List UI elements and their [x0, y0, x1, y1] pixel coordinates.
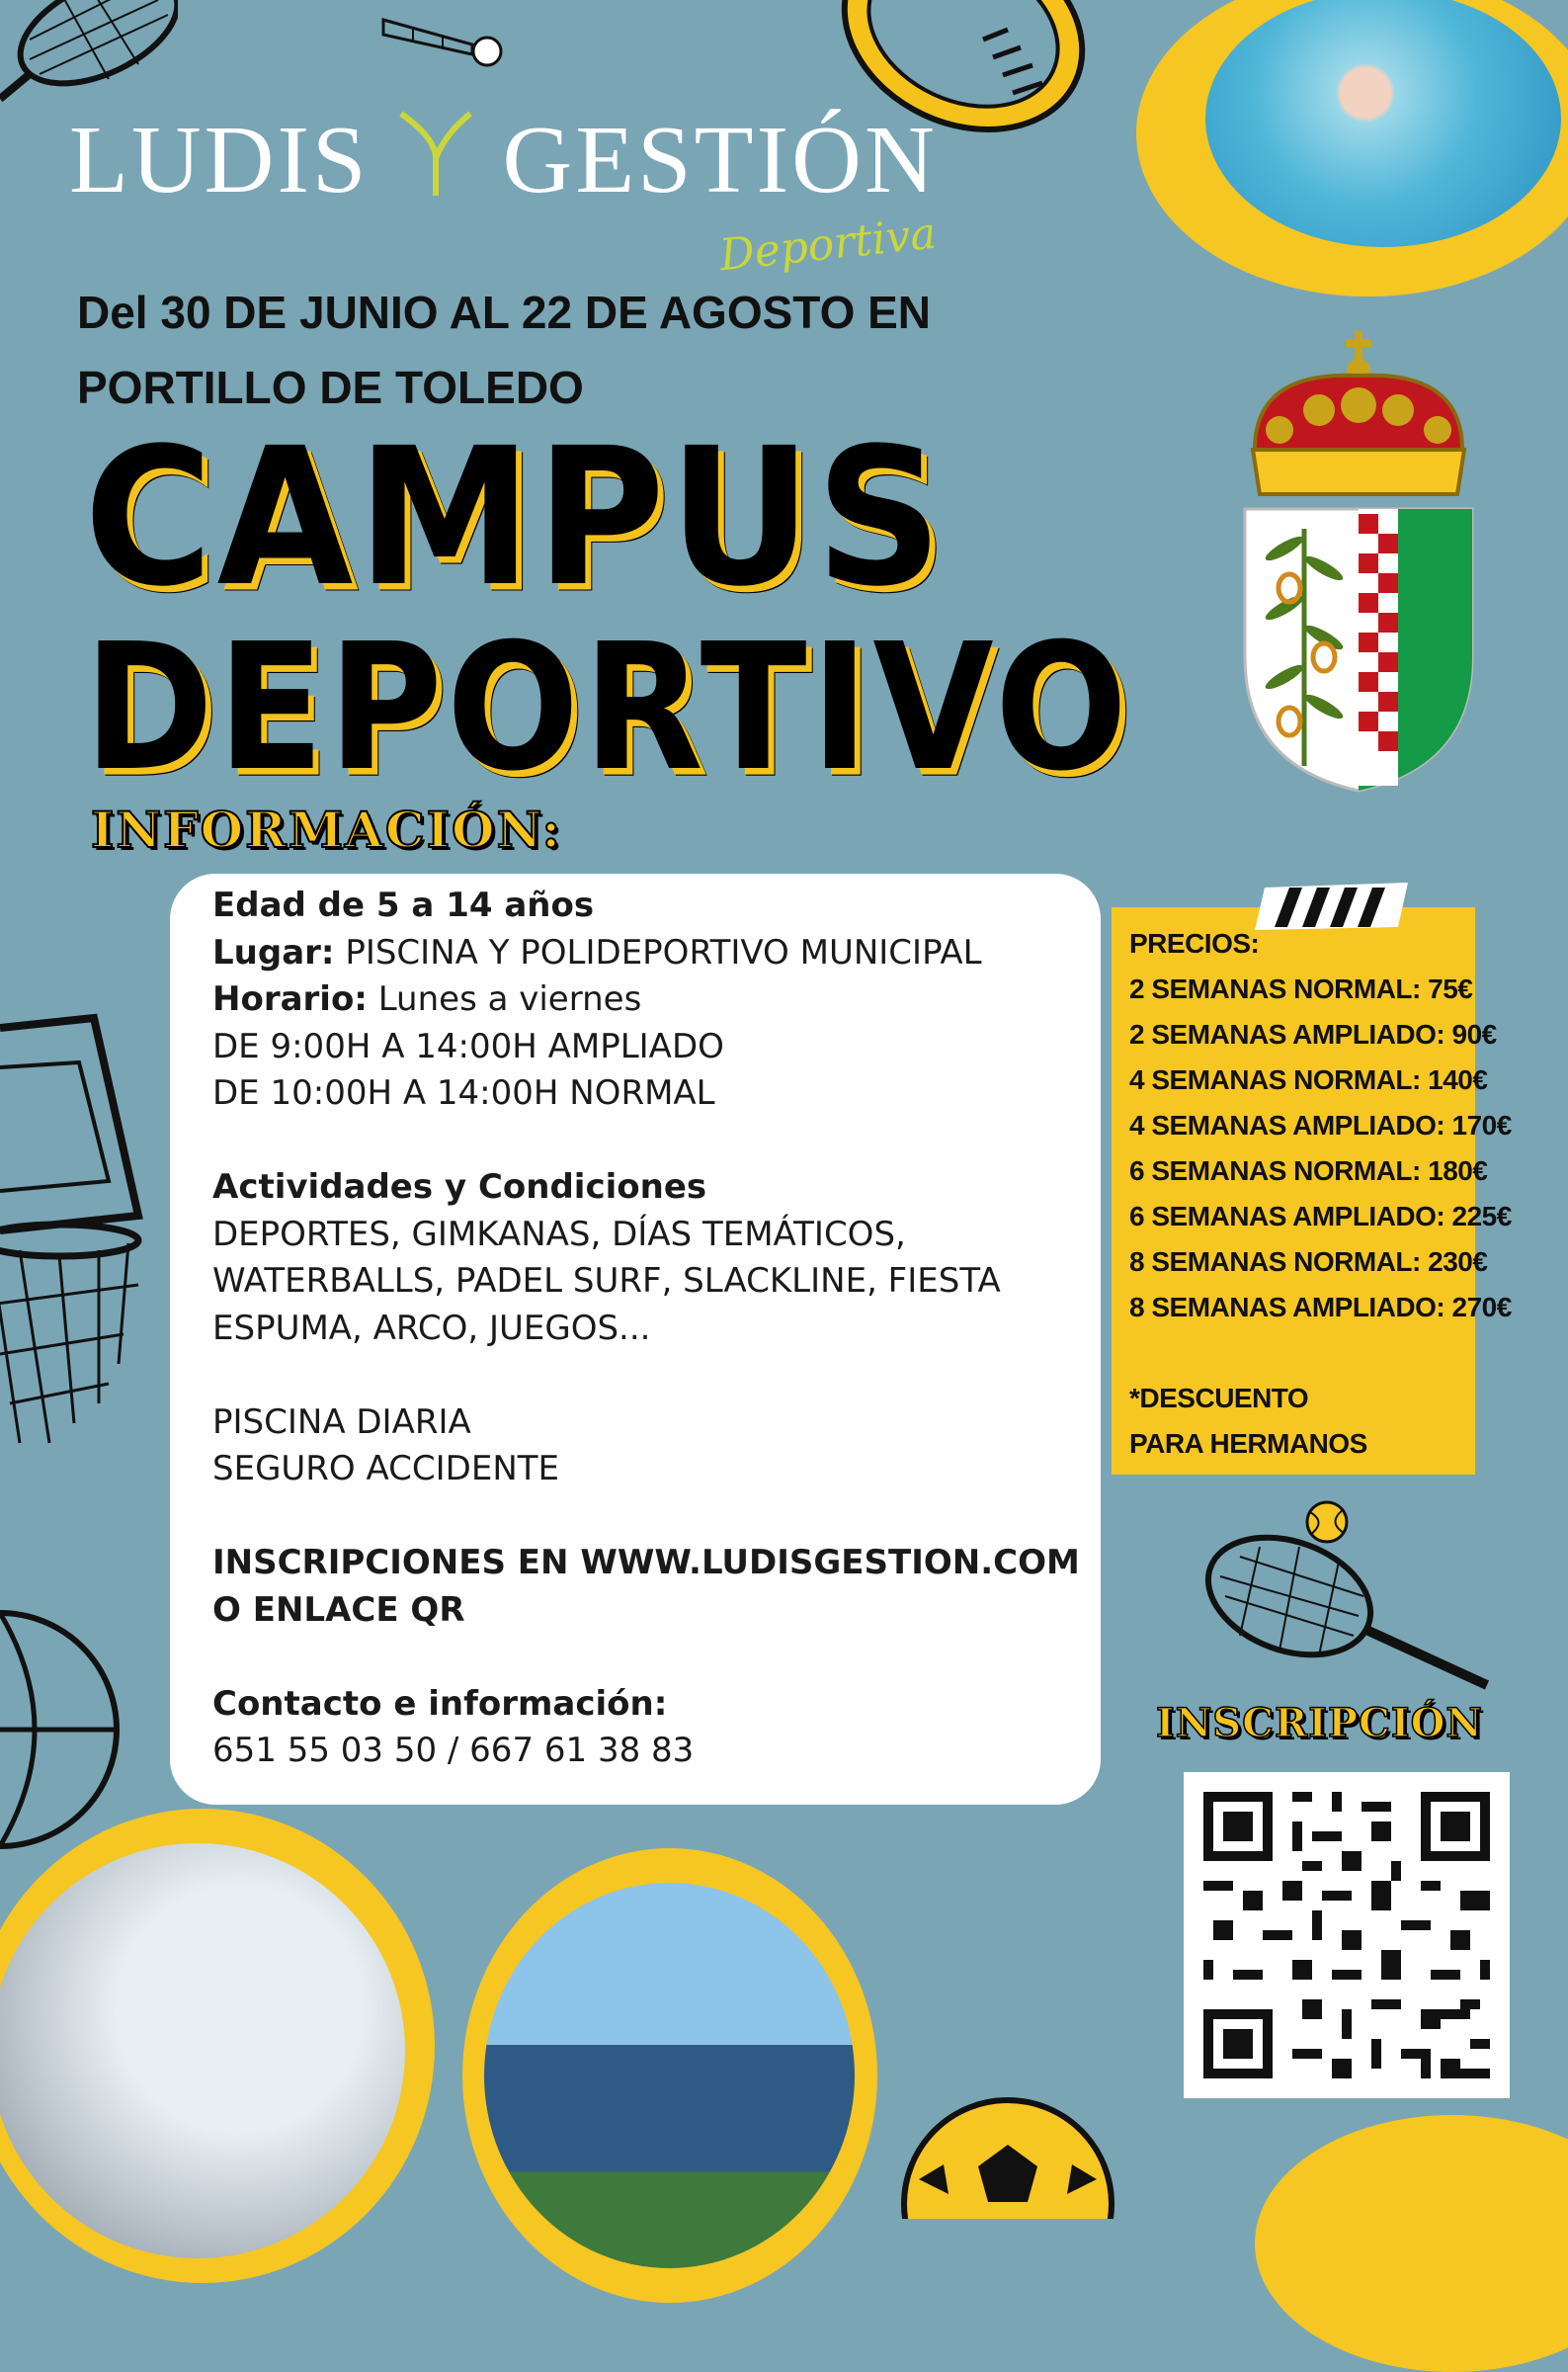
- signup-line-1: INSCRIPCIONES EN WWW.LUDISGESTION.COM: [212, 1543, 1080, 1582]
- logo-left: LUDIS: [69, 107, 370, 213]
- logo: [69, 107, 938, 213]
- contact-heading: Contacto e información:: [212, 1683, 668, 1724]
- prices-heading: PRECIOS:: [1129, 928, 1260, 959]
- activities-heading: Actividades y Condiciones: [212, 1167, 707, 1207]
- shuttlecock-icon: [373, 0, 512, 69]
- prices-list: [1129, 921, 1512, 1467]
- signup-heading: INSCRIPCIÓN: [1156, 1700, 1483, 1746]
- price-item: 4 SEMANAS NORMAL: 140€: [1129, 1064, 1488, 1095]
- foam-party-photo-inner: [0, 1843, 405, 2258]
- price-item: 2 SEMANAS NORMAL: 75€: [1129, 974, 1473, 1004]
- schedule-label: Horario:: [212, 979, 368, 1019]
- dates-line-2: PORTILLO DE TOLEDO: [77, 362, 584, 413]
- activities-line-2: WATERBALLS, PADEL SURF, SLACKLINE, FIESTA: [212, 1261, 1001, 1301]
- waterball-photo-inner: [1205, 0, 1561, 247]
- coat-of-arms: [1235, 331, 1482, 796]
- logo-right: GESTIÓN: [502, 107, 938, 213]
- extra-line-1: PISCINA DIARIA: [212, 1401, 471, 1442]
- schedule-normal: DE 10:00H A 14:00H NORMAL: [212, 1073, 715, 1113]
- dates-line-1: Del 30 DE JUNIO AL 22 DE AGOSTO EN: [77, 287, 932, 338]
- age-range: Edad de 5 a 14 años: [212, 886, 595, 925]
- price-item: 8 SEMANAS AMPLIADO: 270€: [1129, 1292, 1512, 1322]
- discount-line-1: *DESCUENTO: [1129, 1383, 1309, 1413]
- logo-y-mark: [396, 109, 475, 198]
- football-team-photo-inner: [484, 1883, 855, 2268]
- qr-code[interactable]: [1184, 1772, 1510, 2098]
- price-item: 6 SEMANAS AMPLIADO: 225€: [1129, 1201, 1512, 1231]
- info-body: [212, 883, 1082, 1775]
- soccer-ball-icon: [889, 2085, 1126, 2219]
- title-campus: CAMPUS: [84, 406, 947, 629]
- decor-circle-bottom-right: [1255, 2115, 1568, 2372]
- schedule-row: [212, 976, 1082, 1024]
- info-heading: INFORMACIÓN:: [91, 801, 562, 859]
- schedule-ampliado: DE 9:00H A 14:00H AMPLIADO: [212, 1026, 724, 1066]
- place-value: PISCINA Y POLIDEPORTIVO MUNICIPAL: [334, 932, 982, 973]
- schedule-value: Lunes a viernes: [367, 979, 642, 1019]
- extra-line-2: SEGURO ACCIDENTE: [212, 1449, 560, 1488]
- title-deportivo: DEPORTIVO: [84, 606, 1132, 810]
- activities-line-1: DEPORTES, GIMKANAS, DÍAS TEMÁTICOS,: [212, 1214, 906, 1254]
- basketball-icon: [0, 1596, 128, 1863]
- price-item: 2 SEMANAS AMPLIADO: 90€: [1129, 1019, 1497, 1050]
- signup-line-2: O ENLACE QR: [212, 1589, 465, 1630]
- price-item: 4 SEMANAS AMPLIADO: 170€: [1129, 1110, 1512, 1141]
- price-item: 8 SEMANAS NORMAL: 230€: [1129, 1246, 1488, 1277]
- activities-line-3: ESPUMA, ARCO, JUEGOS...: [212, 1308, 651, 1348]
- tennis-racket-icon: [1200, 1527, 1497, 1695]
- logo-subtitle: Deportiva: [716, 208, 939, 282]
- place-row: [212, 930, 1082, 977]
- contact-phones: 651 55 03 50 / 667 61 38 83: [212, 1731, 695, 1770]
- basketball-hoop-icon: [0, 1008, 158, 1463]
- discount-line-2: PARA HERMANOS: [1129, 1428, 1367, 1459]
- event-dates: [77, 275, 1045, 425]
- price-item: 6 SEMANAS NORMAL: 180€: [1129, 1155, 1488, 1186]
- place-label: Lugar:: [212, 932, 335, 973]
